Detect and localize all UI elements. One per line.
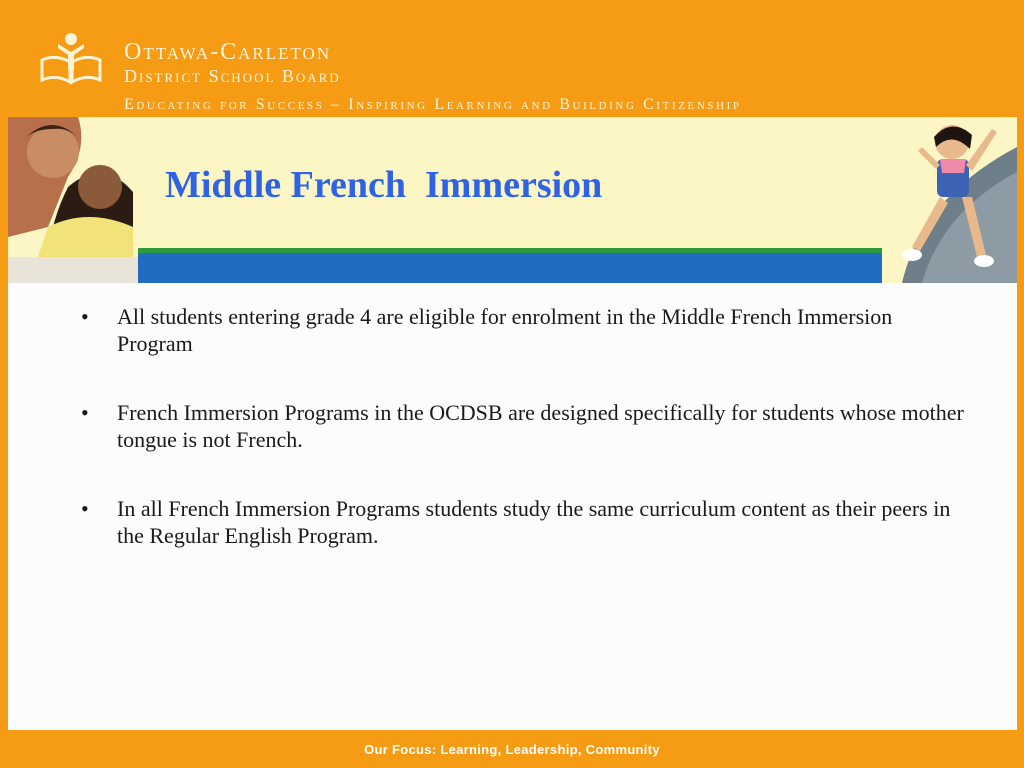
bullet-icon: • <box>81 496 89 521</box>
list-item <box>8 399 1008 453</box>
banner-blue-stripe <box>8 253 1017 283</box>
mother-child-photo <box>8 117 138 283</box>
list-item <box>8 303 1008 357</box>
list-item <box>8 495 1008 549</box>
org-name <box>124 40 341 85</box>
org-name-line2: District School Board <box>124 66 341 86</box>
bullet-text: In all French Immersion Programs students study the same curriculum content as their peers in the Regular English Program. <box>117 496 951 548</box>
content-area <box>8 283 1017 730</box>
bullet-list <box>8 303 1008 591</box>
bullet-text: All students entering grade 4 are eligible for enrolment in the Middle French Immersion Program <box>117 304 893 356</box>
slide-title: Middle French Immersion <box>165 164 603 206</box>
bullet-icon: • <box>81 304 89 329</box>
footer <box>0 730 1024 768</box>
footer-text: Our Focus: Learning, Leadership, Community <box>364 741 660 757</box>
book-person-logo-icon <box>38 30 104 86</box>
bullet-text: French Immersion Programs in the OCDSB are designed specifically for students whose mother tongue is not French. <box>117 400 964 452</box>
org-name-line1: Ottawa-Carleton <box>124 39 332 65</box>
motto: Educating for Success – Inspiring Learning and Building Citizenship <box>124 96 742 113</box>
bullet-icon: • <box>81 400 89 425</box>
girl-on-slide-photo <box>882 117 1017 283</box>
